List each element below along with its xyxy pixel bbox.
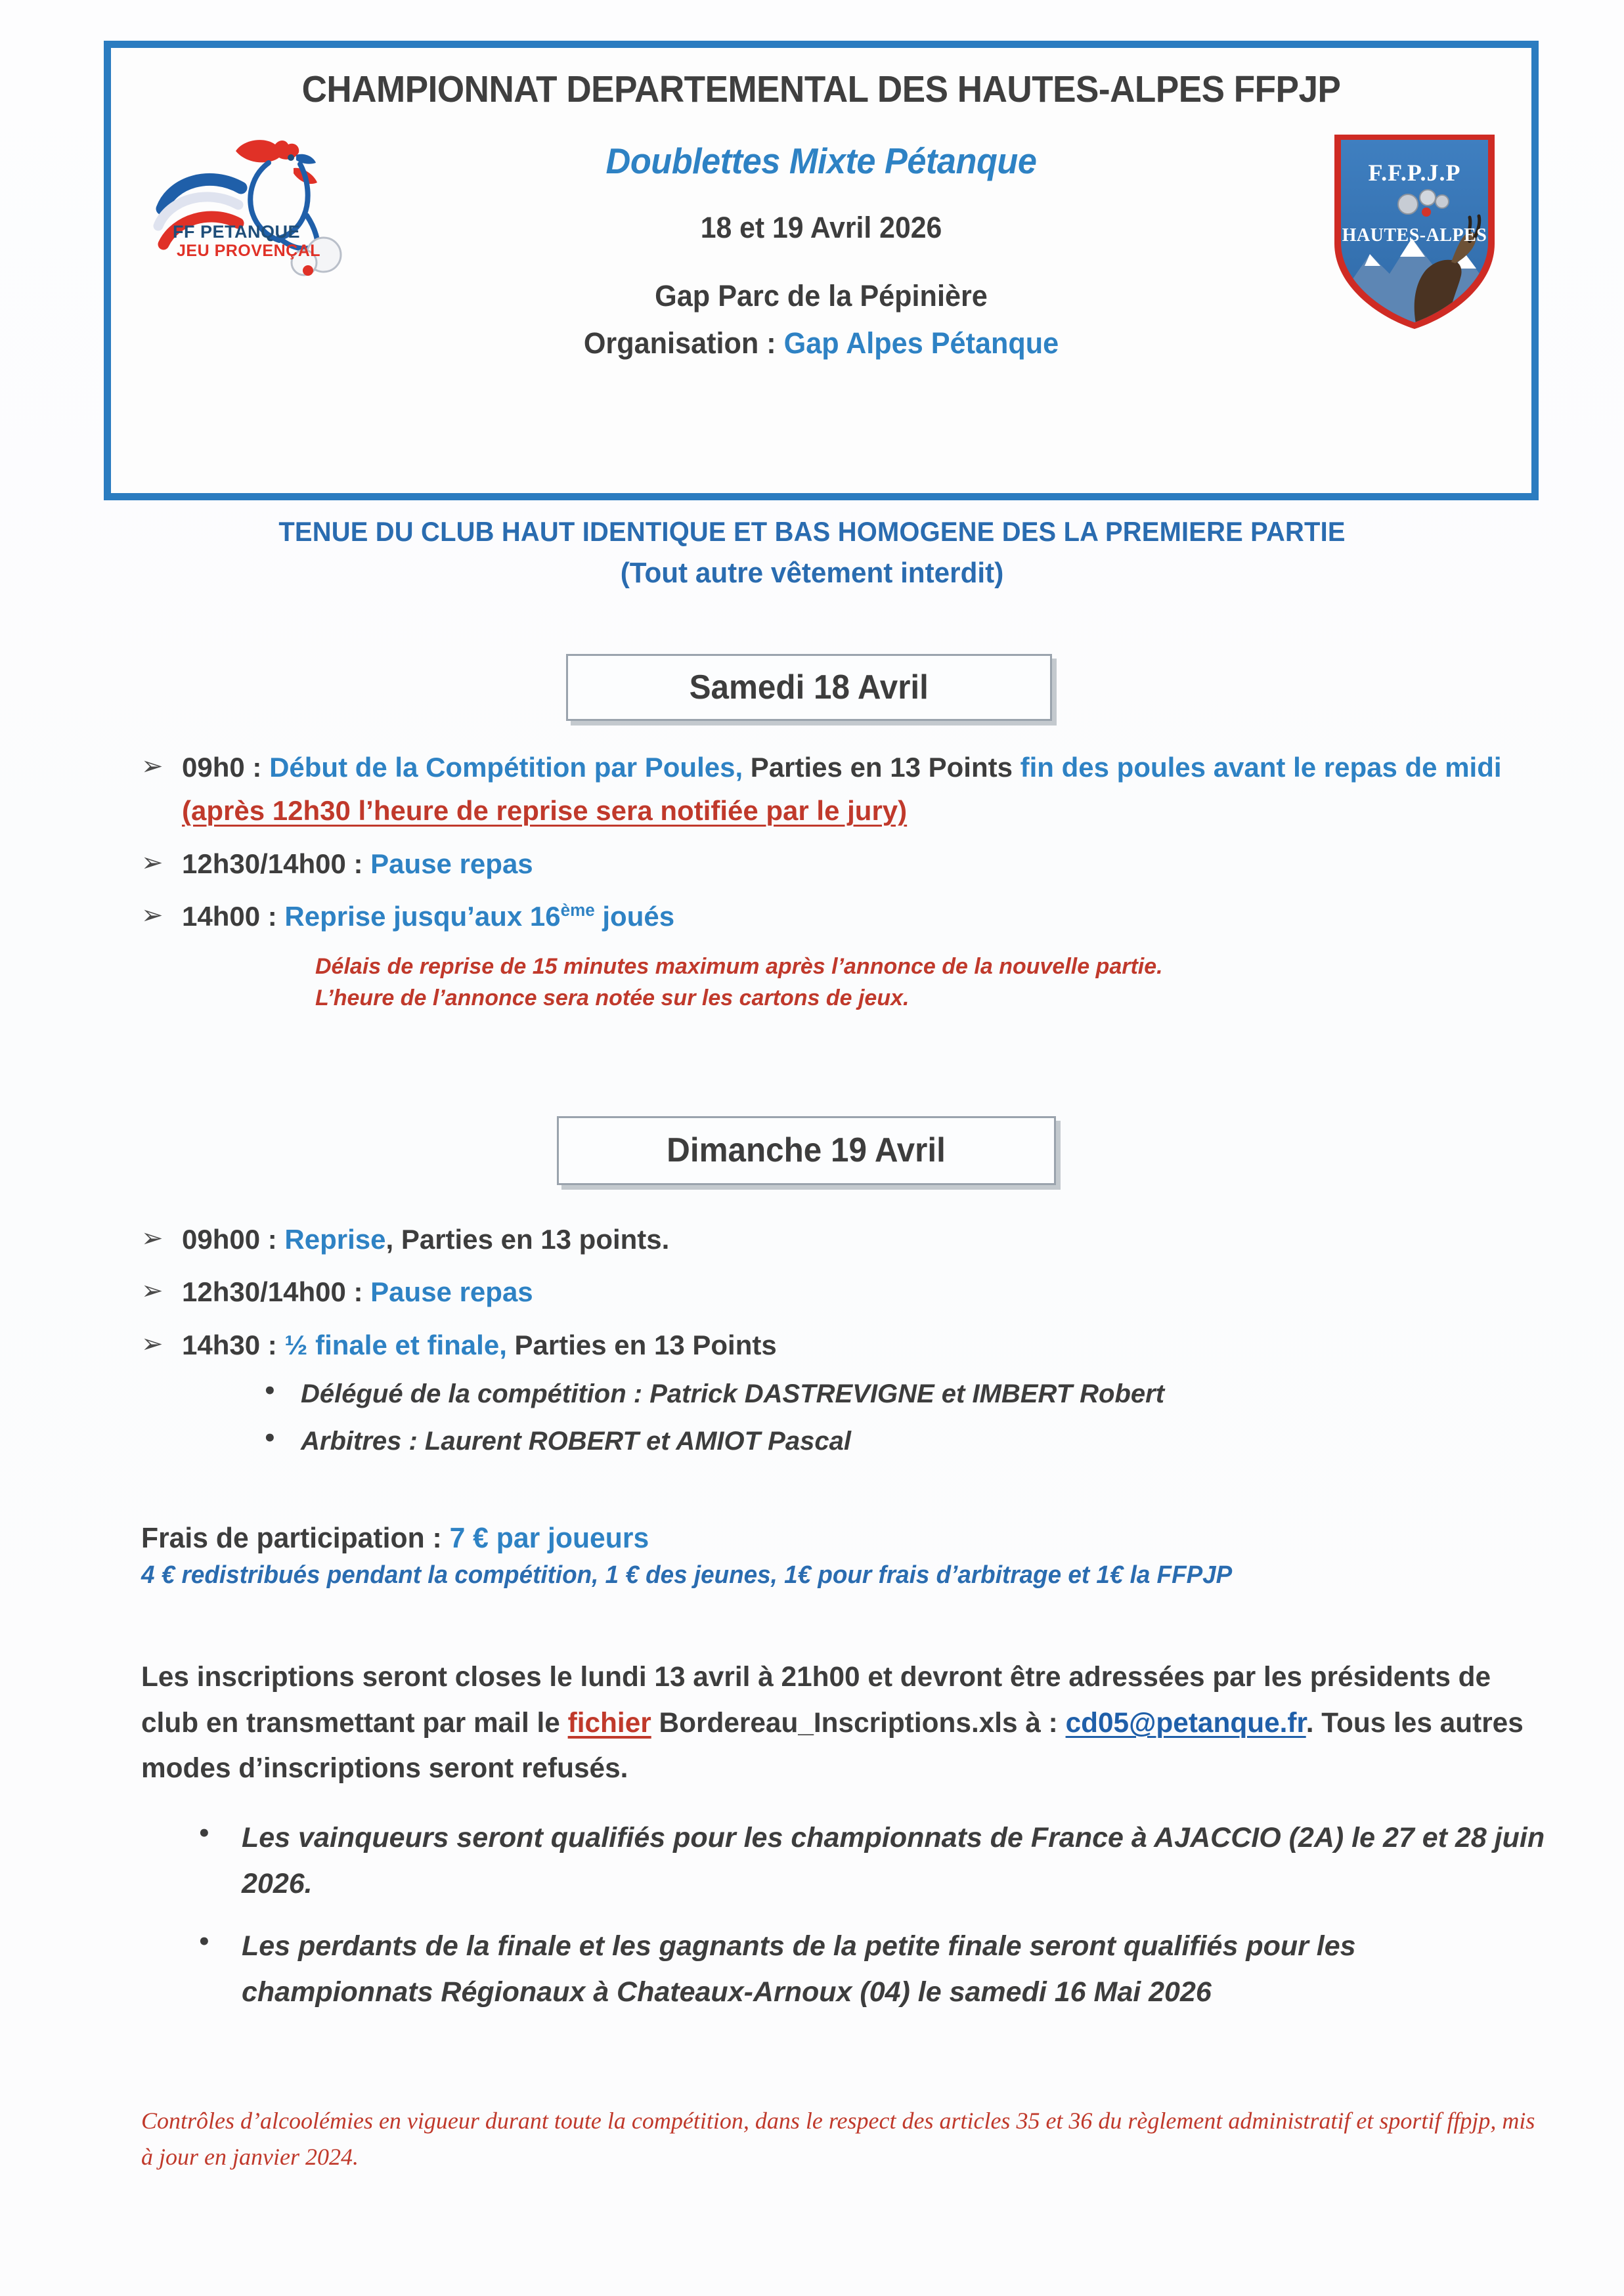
arrow-bullet-icon: ➢	[141, 1223, 164, 1253]
schedule-sunday	[141, 1218, 1552, 1376]
officials-list	[263, 1374, 1545, 1469]
qualification-item	[197, 1924, 1552, 2015]
fees-main-line	[141, 1522, 1510, 1555]
page-title: CHAMPIONNAT DEPARTEMENTAL DES HAUTES-ALPES FFPJP	[301, 68, 1341, 110]
schedule-item-text	[182, 1270, 1552, 1314]
organisation-value: Gap Alpes Pétanque	[783, 326, 1059, 360]
arrow-bullet-icon: ➢	[141, 1328, 164, 1359]
ffpjp-rooster-logo-icon	[139, 110, 355, 281]
svg-text:FF PETANQUE: FF PETANQUE	[173, 222, 300, 242]
alcohol-control-note: Contrôles d’alcoolémies en vigueur durant toute la compétition, dans le respect des articles 35 et 36 du règlement administratif et sportif ffpjp, mis à jour en janvier 2024.	[141, 2108, 1535, 2170]
schedule-time: 12h30/14h00 :	[182, 848, 371, 879]
organisation-line	[404, 326, 1238, 360]
schedule-time: 14h00 :	[182, 901, 285, 932]
schedule-detail-dark-1: , Parties en 13 points.	[385, 1224, 670, 1255]
arrow-bullet-icon: ➢	[141, 1276, 164, 1307]
schedule-time: 12h30/14h00 :	[182, 1276, 371, 1308]
saturday-delay-note-line-1: Délais de reprise de 15 minutes maximum après l’annonce de la nouvelle partie.	[315, 954, 1163, 979]
schedule-item	[141, 1270, 1552, 1314]
schedule-item	[141, 842, 1552, 886]
schedule-detail-dark-1: Parties en 13 Points	[743, 752, 1020, 783]
schedule-item-text	[182, 1324, 1552, 1367]
schedule-time: 09h0 :	[182, 752, 270, 783]
svg-text:F.F.P.J.P: F.F.P.J.P	[1368, 160, 1461, 186]
day-header-sunday	[557, 1116, 1056, 1185]
schedule-detail-blue-2: fin des poules avant le repas de midi	[1020, 752, 1502, 783]
official-text: Arbitres : Laurent ROBERT et AMIOT Pascal	[301, 1427, 851, 1456]
schedule-detail-red-note: (après 12h30 l’heure de reprise sera notifiée par le jury)	[182, 795, 908, 827]
registration-email-link[interactable]: cd05@petanque.fr	[1065, 1706, 1306, 1739]
competition-type: Doublettes Mixte Pétanque	[605, 141, 1037, 181]
day-header-saturday	[566, 654, 1052, 721]
arrow-bullet-icon: ➢	[141, 751, 164, 781]
round-bullet-icon: •	[197, 1929, 211, 1956]
schedule-item	[141, 746, 1552, 833]
registration-part-2: Bordereau_Inscriptions.xls à :	[651, 1706, 1066, 1739]
arrow-bullet-icon: ➢	[141, 847, 164, 878]
header-box	[104, 41, 1539, 500]
schedule-detail-blue-1: Reprise jusqu’aux 16	[284, 901, 561, 932]
dress-code-line-1: TENUE DU CLUB HAUT IDENTIQUE ET BAS HOMOGENE DES LA PREMIERE PARTIE	[278, 516, 1346, 547]
registration-part-1: Les inscriptions seront closes le lundi 13 avril à 21h00 et devront être adressées par les présidents de club en transmettant par mail le	[141, 1661, 1491, 1739]
official-item	[263, 1421, 1545, 1461]
arrow-bullet-icon: ➢	[141, 900, 164, 931]
qualification-text: Les perdants de la finale et les gagnants de la petite finale seront qualifiés pour les championnats Régionaux à Chateaux-Arnoux (04) le samedi 16 Mai 2026	[242, 1930, 1356, 2008]
schedule-time: 09h00 :	[182, 1224, 285, 1255]
venue: Gap Parc de la Pépinière	[655, 279, 988, 313]
fees-section	[141, 1522, 1552, 1590]
schedule-detail-blue-1: Pause repas	[370, 1276, 533, 1308]
organisation-label: Organisation :	[583, 326, 784, 360]
schedule-detail-blue-1: Pause repas	[370, 848, 533, 879]
svg-text:JEU PROVENÇAL: JEU PROVENÇAL	[177, 242, 321, 260]
dress-code-line-2: (Tout autre vêtement interdit)	[620, 557, 1004, 589]
fees-amount: 7 € par joueurs	[449, 1522, 649, 1554]
round-bullet-icon: •	[263, 1425, 277, 1452]
registration-part-3: . Tous les autres modes d’inscriptions seront refusés.	[141, 1706, 1524, 1785]
saturday-delay-note-line-2: L’heure de l’annonce sera notée sur les cartons de jeux.	[315, 986, 910, 1011]
schedule-item-text	[182, 895, 1552, 938]
schedule-item	[141, 895, 1552, 938]
schedule-time: 14h30 :	[182, 1329, 285, 1360]
schedule-item	[141, 1218, 1552, 1261]
registration-paragraph	[141, 1655, 1534, 1792]
fees-breakdown: 4 € redistribués pendant la compétition, 1 € des jeunes, 1€ pour frais d’arbitrage et 1€ la FFPJP	[141, 1561, 1233, 1589]
dress-code-notice	[66, 516, 1558, 590]
competition-dates: 18 et 19 Avril 2026	[700, 211, 942, 244]
round-bullet-icon: •	[197, 1821, 211, 1847]
round-bullet-icon: •	[263, 1378, 277, 1404]
official-text: Délégué de la compétition : Patrick DASTREVIGNE et IMBERT Robert	[301, 1379, 1165, 1408]
fees-label: Frais de participation :	[141, 1522, 450, 1554]
schedule-item	[141, 1324, 1552, 1367]
svg-text:HAUTES-ALPES: HAUTES-ALPES	[1342, 225, 1487, 246]
schedule-detail-dark-1: Parties en 13 Points	[506, 1329, 777, 1360]
qualification-text: Les vainqueurs seront qualifiés pour les championnats de France à AJACCIO (2A) le 27 et 28 juin 2026.	[242, 1822, 1545, 1899]
qualification-list	[197, 1815, 1552, 2033]
schedule-detail-blue-1: Début de la Compétition par Poules,	[269, 752, 743, 783]
schedule-detail-blue-2: joués	[594, 901, 675, 932]
saturday-delay-note	[315, 951, 1163, 1014]
schedule-detail-blue-1: Reprise	[284, 1224, 386, 1255]
schedule-item-text	[182, 1218, 1552, 1261]
qualification-item	[197, 1815, 1552, 1907]
ffpjp-hautes-alpes-shield-icon	[1329, 132, 1500, 329]
ordinal-suffix: ème	[560, 900, 595, 921]
header-center-text	[387, 140, 1256, 360]
official-item	[263, 1374, 1545, 1414]
registration-file-keyword: fichier	[567, 1706, 651, 1739]
schedule-item-text	[182, 746, 1552, 833]
day-label-saturday: Samedi 18 Avril	[689, 668, 929, 706]
schedule-detail-blue-1: ½ finale et finale,	[284, 1329, 507, 1360]
day-label-sunday: Dimanche 19 Avril	[667, 1131, 946, 1169]
schedule-item-text	[182, 842, 1552, 886]
schedule-saturday	[141, 746, 1552, 947]
